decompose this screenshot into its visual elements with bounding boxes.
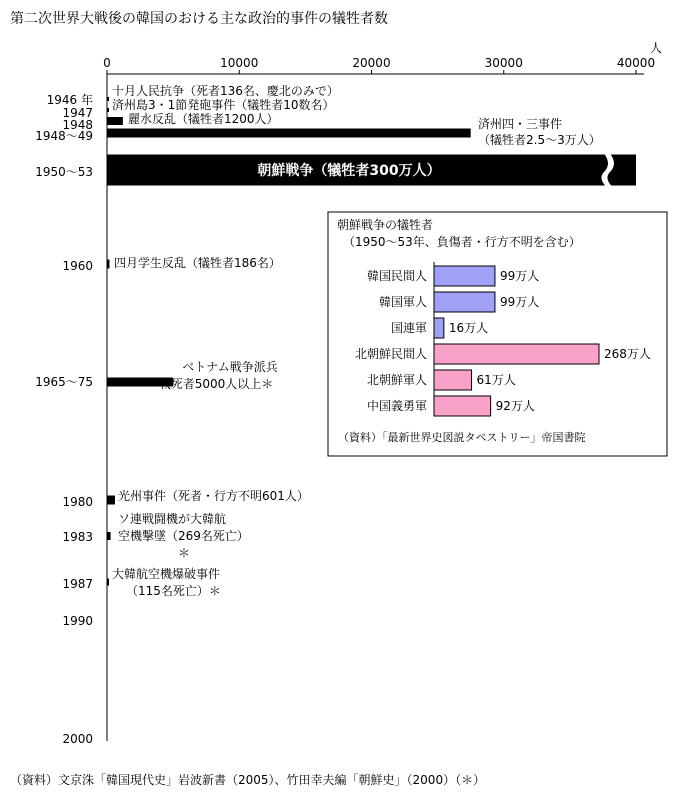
x-tick-label: 20000 bbox=[352, 56, 391, 70]
year-label: 1960 bbox=[62, 259, 93, 273]
x-tick-label: 0 bbox=[103, 56, 111, 70]
bar-inner-label: 朝鮮戦争（犠牲者300万人） bbox=[257, 163, 441, 179]
bar bbox=[107, 260, 109, 269]
inset-value-label: 16万人 bbox=[448, 321, 489, 335]
x-unit-label: 人 bbox=[649, 41, 663, 55]
source-note: （資料）文京洙「韓国現代史」岩波新書（2005）、竹田幸夫編「朝鮮史」（2000）（＊） bbox=[10, 773, 486, 787]
year-label: 1965～75 bbox=[35, 375, 93, 389]
inset-source: （資料）「最新世界史図説タペストリー」帝国書院 bbox=[338, 431, 586, 444]
bar-label: 空機撃墜（269名死亡） bbox=[118, 529, 249, 543]
year-label: 1980 bbox=[62, 495, 93, 509]
year-axis bbox=[35, 92, 93, 746]
bar-label: ソ連戦闘機が大韓航 bbox=[118, 512, 227, 526]
bar-label: 光州事件（死者・行方不明601人） bbox=[118, 489, 309, 503]
inset-value-label: 99万人 bbox=[499, 269, 540, 283]
inset-bar bbox=[434, 370, 472, 390]
inset-category-label: 北朝鮮軍人 bbox=[366, 373, 427, 387]
year-label: 1947 bbox=[62, 106, 93, 120]
inset-bar bbox=[434, 318, 444, 338]
bar-label: 麗水反乱（犠牲者1200人） bbox=[128, 112, 279, 126]
year-label: 2000 bbox=[62, 732, 93, 746]
inset-category-label: 中国義勇軍 bbox=[366, 399, 427, 413]
inset-category-label: 北朝鮮民間人 bbox=[354, 347, 427, 361]
bar-label: ベトナム戦争派兵 bbox=[182, 360, 278, 374]
year-label: 1948～49 bbox=[35, 129, 93, 143]
year-label: 1987 bbox=[62, 577, 93, 591]
year-label: 1950～53 bbox=[35, 165, 93, 179]
bar-label: ＊ bbox=[178, 546, 191, 560]
year-label: 1983 bbox=[62, 530, 93, 544]
inset-value-label: 268万人 bbox=[604, 347, 651, 361]
inset-value-label: 92万人 bbox=[495, 399, 535, 413]
bar-label: 四月学生反乱（犠牲者186名） bbox=[114, 256, 281, 270]
bar bbox=[107, 496, 115, 505]
bar-label: （115名死亡）＊ bbox=[126, 584, 221, 598]
inset-subtitle: （1950～53年、負傷者・行方不明を含む） bbox=[343, 235, 581, 249]
inset-category-label: 韓国民間人 bbox=[366, 269, 427, 283]
inset-category-label: 韓国軍人 bbox=[378, 295, 427, 309]
bar bbox=[107, 579, 109, 586]
inset-title: 朝鮮戦争の犠牲者 bbox=[337, 218, 434, 232]
inset-bar bbox=[434, 292, 495, 312]
inset-bar bbox=[434, 266, 495, 286]
bar bbox=[107, 117, 123, 125]
inset-bar bbox=[434, 396, 491, 416]
x-tick-label: 40000 bbox=[616, 56, 656, 70]
inset-chart bbox=[328, 212, 667, 456]
bar-label: 済州四・三事件 bbox=[478, 117, 563, 131]
bar bbox=[107, 108, 109, 112]
chart-title: 第二次世界大戦後の韓国のおける主な政治的事件の犠牲者数 bbox=[10, 11, 388, 27]
bar-label: 十月人民抗争（死者136名、慶北のみで） bbox=[112, 84, 339, 98]
bar-label: （犠牲者2.5～3万人） bbox=[478, 133, 601, 147]
inset-value-label: 99万人 bbox=[499, 295, 540, 309]
bar-label: 大韓航空機爆破事件 bbox=[112, 567, 221, 581]
bar bbox=[107, 129, 471, 138]
bar bbox=[107, 97, 109, 101]
bar-label: 戦死者5000人以上＊ bbox=[158, 377, 274, 391]
x-tick-label: 30000 bbox=[484, 56, 523, 70]
x-tick-label: 10000 bbox=[220, 56, 259, 70]
bar bbox=[107, 532, 111, 540]
year-label: 1946 年 bbox=[46, 93, 93, 107]
year-label: 1948 bbox=[62, 118, 93, 132]
inset-category-label: 国連軍 bbox=[390, 321, 427, 335]
year-label: 1990 bbox=[62, 614, 93, 628]
inset-bar bbox=[434, 344, 599, 364]
bar-label: 済州島3・1節発砲事件（犠牲者10数名） bbox=[112, 98, 335, 112]
inset-value-label: 61万人 bbox=[476, 373, 516, 387]
